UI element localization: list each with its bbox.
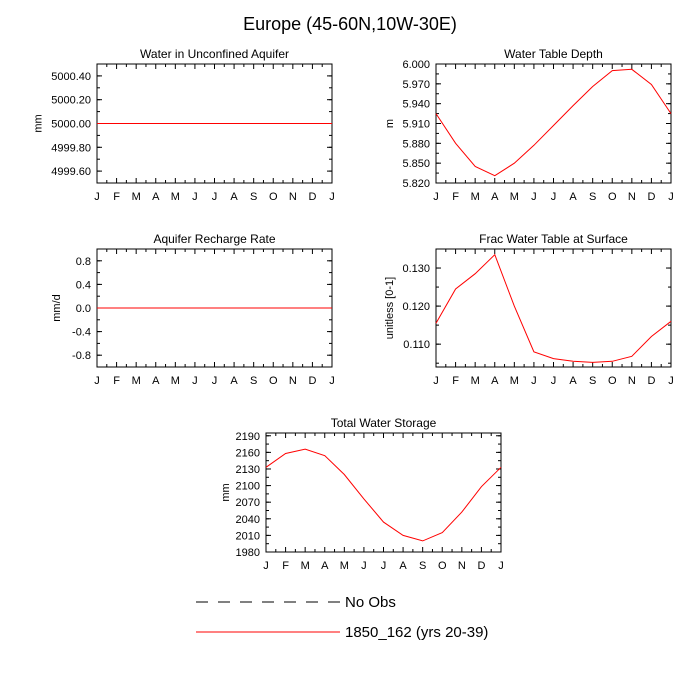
x-tick-label: M (470, 191, 480, 203)
x-tick-label: O (607, 375, 617, 387)
x-tick-label: J (550, 375, 557, 387)
x-tick-label: J (433, 191, 439, 203)
x-tick-label: J (192, 191, 198, 203)
chart-panel-2 (51, 232, 335, 387)
x-tick-label: A (152, 191, 160, 203)
y-tick-label: 0.0 (75, 303, 91, 315)
x-tick-label: A (230, 191, 238, 203)
y-tick-label: 2160 (235, 447, 260, 460)
y-tick-label: 5.910 (402, 118, 430, 131)
y-tick-label: 5.850 (402, 158, 430, 171)
x-tick-label: J (263, 560, 269, 572)
x-tick-label: J (668, 191, 674, 203)
x-tick-label: M (131, 375, 141, 387)
y-tick-label: 0.130 (402, 263, 430, 276)
x-tick-label: F (113, 375, 120, 387)
x-tick-label: J (361, 560, 367, 572)
y-tick-label: 5.820 (402, 178, 430, 190)
x-tick-label: J (498, 560, 504, 572)
figure-title: Europe (45-60N,10W-30E) (243, 14, 457, 34)
panel-title: Total Water Storage (330, 416, 437, 430)
legend-label-model: 1850_162 (yrs 20-39) (345, 624, 489, 641)
panel-title: Water in Unconfined Aquifer (140, 47, 289, 61)
x-tick-label: D (308, 375, 317, 387)
plot-frame (436, 249, 671, 367)
y-tick-label: 0.8 (75, 255, 91, 268)
y-axis-label: mm (220, 483, 233, 502)
x-tick-label: N (288, 375, 297, 387)
series-line-0 (436, 69, 671, 175)
x-tick-label: M (509, 191, 519, 203)
x-tick-label: M (300, 560, 310, 572)
series-line-0 (266, 449, 501, 541)
y-tick-label: 2100 (235, 480, 260, 493)
x-tick-label: J (94, 375, 100, 387)
x-tick-label: S (588, 191, 597, 203)
x-tick-label: A (491, 191, 499, 203)
y-tick-label: -0.4 (72, 326, 91, 339)
chart-panel-1 (384, 47, 674, 203)
x-tick-label: M (131, 191, 141, 203)
x-tick-label: N (457, 560, 466, 572)
x-tick-label: F (113, 191, 120, 203)
panel-title: Frac Water Table at Surface (479, 232, 628, 246)
x-tick-label: J (192, 375, 198, 387)
y-tick-label: 4999.60 (51, 166, 91, 179)
x-tick-label: A (491, 375, 499, 387)
y-tick-label: 2040 (235, 513, 260, 526)
x-tick-label: S (249, 191, 258, 203)
y-axis-label: mm/d (51, 294, 64, 322)
y-tick-label: 6.000 (402, 59, 430, 71)
x-tick-label: O (268, 191, 278, 203)
x-tick-label: A (321, 560, 329, 572)
plot-frame (266, 433, 501, 552)
x-tick-label: A (230, 375, 238, 387)
x-tick-label: O (607, 191, 617, 203)
chart-panel-3 (384, 232, 674, 387)
x-tick-label: J (531, 191, 537, 203)
y-tick-label: 0.4 (75, 279, 91, 292)
y-tick-label: 1980 (235, 547, 260, 559)
series-line-0 (436, 255, 671, 363)
y-tick-label: 5.970 (402, 78, 430, 91)
y-tick-label: 2070 (235, 497, 260, 510)
chart-panel-0 (33, 47, 335, 203)
y-tick-label: 4999.80 (51, 142, 91, 155)
y-tick-label: 5000.00 (51, 118, 91, 131)
plot-frame (436, 64, 671, 183)
x-tick-label: M (170, 191, 180, 203)
x-tick-label: A (152, 375, 160, 387)
y-tick-label: -0.8 (72, 350, 91, 363)
x-tick-label: F (282, 560, 289, 572)
x-tick-label: J (668, 375, 674, 387)
y-tick-label: 2130 (235, 463, 260, 476)
y-tick-label: 5000.20 (51, 94, 91, 107)
x-tick-label: J (433, 375, 439, 387)
x-tick-label: M (339, 560, 349, 572)
x-tick-label: D (477, 560, 486, 572)
y-tick-label: 5.940 (402, 98, 430, 111)
x-tick-label: D (308, 191, 317, 203)
y-tick-label: 2010 (235, 530, 260, 543)
x-tick-label: J (329, 191, 335, 203)
y-tick-label: 2190 (235, 430, 260, 443)
y-tick-label: 5000.40 (51, 70, 91, 83)
x-tick-label: N (288, 191, 297, 203)
y-tick-label: 5.880 (402, 138, 430, 151)
x-tick-label: J (211, 375, 218, 387)
legend (196, 594, 488, 641)
x-tick-label: D (647, 375, 656, 387)
x-tick-label: M (470, 375, 480, 387)
x-tick-label: S (249, 375, 258, 387)
panel-title: Water Table Depth (504, 47, 603, 61)
x-tick-label: J (94, 191, 100, 203)
x-tick-label: O (437, 560, 447, 572)
x-tick-label: O (268, 375, 278, 387)
x-tick-label: A (569, 191, 577, 203)
x-tick-label: A (399, 560, 407, 572)
x-tick-label: S (588, 375, 597, 387)
y-axis-label: unitless [0-1] (384, 276, 396, 340)
legend-label-no-obs: No Obs (345, 594, 396, 611)
x-tick-label: J (329, 375, 335, 387)
x-tick-label: S (418, 560, 427, 572)
y-tick-label: 0.110 (403, 339, 430, 352)
x-tick-label: F (452, 375, 459, 387)
chart-panel-4 (220, 416, 504, 572)
x-tick-label: F (452, 191, 459, 203)
x-tick-label: J (211, 191, 218, 203)
x-tick-label: J (531, 375, 537, 387)
x-tick-label: J (550, 191, 557, 203)
x-tick-label: J (380, 560, 387, 572)
x-tick-label: A (569, 375, 577, 387)
x-tick-label: M (509, 375, 519, 387)
x-tick-label: N (627, 191, 636, 203)
y-tick-label: 0.120 (402, 301, 430, 314)
panel-title: Aquifer Recharge Rate (153, 232, 276, 246)
panels (33, 47, 674, 572)
y-axis-label: m (384, 118, 396, 129)
y-axis-label: mm (32, 114, 45, 133)
x-tick-label: D (647, 191, 656, 203)
x-tick-label: M (170, 375, 180, 387)
x-tick-label: N (627, 375, 636, 387)
